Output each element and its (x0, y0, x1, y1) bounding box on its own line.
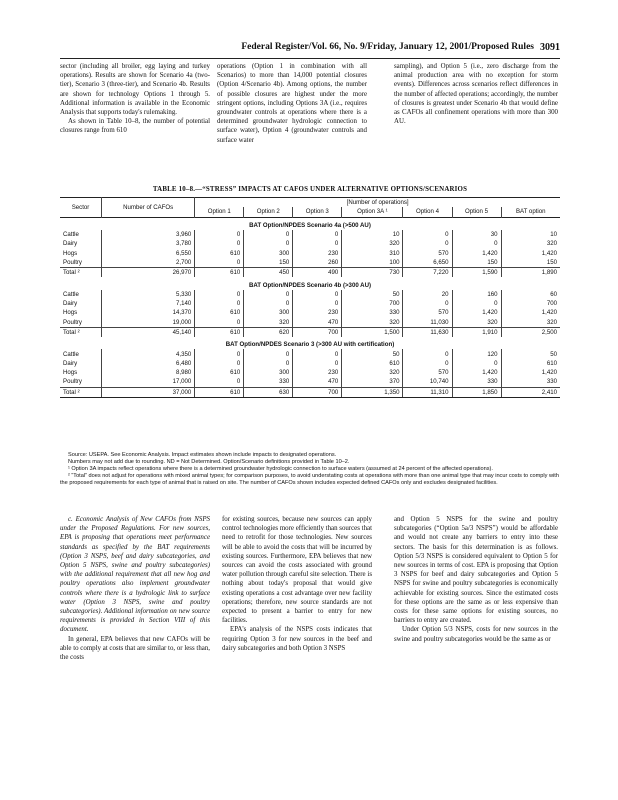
table-row (60, 318, 560, 328)
table-cell: 6,650 (403, 258, 452, 268)
table-cell: 1,420 (501, 308, 560, 317)
cell-cafos: 19,000 (102, 318, 195, 328)
table-cell: 330 (342, 308, 403, 317)
row-label: Poultry (63, 318, 82, 326)
table-cell: 0 (244, 349, 293, 358)
table-cell: 330 (452, 377, 501, 387)
table-cell: 230 (293, 308, 342, 317)
paragraph: and Option 5 NSPS for the swine and poultry subcategories (“Option 5a/3 NSPS”) would be affordable and would not create any barriers to entry into these sectors. The basis for this determination is as follows. Option 5/3 NSPS is considered equivalent to Option 5 for new sources in terms of cost. EPA is proposing that Option 3 NSPS for beef and dairy subcategories and Option 5 NSPS for swine and poultry subcategories is economically achievable for existing sources. Since the estimated costs for these options are the same as or less expensive than costs for these same options for existing sources, no barriers to entry are created. (394, 516, 558, 625)
cell-cafos: 6,480 (102, 359, 195, 368)
row-label: Cattle (63, 290, 79, 298)
paragraph: operations (Option 1 in combination with all Scenarios) to more than 14,000 potential closures (Option 4/Scenario 4b). Among options, the number of possible closures are highest under the more stringent options, including Options 3A (i.e., requires groundwater controls at operations where there is a determined groundwater hydrologic connection to surface water), Option 4 (groundwater controls and surface water (217, 63, 367, 144)
table-cell: 0 (403, 359, 452, 368)
table-cell: 0 (195, 349, 244, 358)
table-cell: 0 (195, 318, 244, 328)
table-cell: 0 (293, 230, 342, 239)
table-cell: 0 (244, 239, 293, 248)
table-cell: 320 (501, 318, 560, 328)
header-group: [Number of operations] (195, 198, 560, 208)
top-column-1 (60, 62, 210, 136)
table-cell: 0 (195, 258, 244, 268)
table-cell: 620 (244, 327, 293, 337)
table-cell: 320 (501, 239, 560, 248)
table-cell: 0 (452, 359, 501, 368)
table-cell: 20 (403, 290, 452, 299)
table-cell: 570 (403, 368, 452, 377)
table-cell: 370 (342, 377, 403, 387)
table-cell: 10,740 (403, 377, 452, 387)
table-cell: 11,310 (403, 387, 452, 397)
table-row (60, 299, 560, 308)
table-cell: 0 (452, 299, 501, 308)
page-number: 3091 (540, 42, 560, 53)
table-cell: 50 (342, 290, 403, 299)
row-label: Dairy (63, 300, 78, 308)
table-cell: 1,500 (342, 327, 403, 337)
cell-cafos: 5,330 (102, 290, 195, 299)
table-cell: 0 (244, 299, 293, 308)
table-cell: 0 (244, 290, 293, 299)
table-cell: 0 (244, 230, 293, 239)
table-cell: 0 (195, 290, 244, 299)
table-cell: 100 (342, 258, 403, 268)
table-cell: 320 (342, 239, 403, 248)
table-row (60, 377, 560, 387)
table-row (60, 248, 560, 257)
bottom-column-3 (394, 515, 558, 644)
table-row (60, 327, 560, 337)
table-cell: 570 (403, 308, 452, 317)
table-row (60, 258, 560, 268)
cell-cafos: 37,000 (102, 387, 195, 397)
table-cell: 610 (195, 327, 244, 337)
cell-cafos: 4,350 (102, 349, 195, 358)
header-option-4: Option 4 (403, 207, 452, 217)
table-cell: 230 (293, 368, 342, 377)
header-number: Number of CAFOs (102, 198, 195, 218)
row-label: Hogs (63, 249, 78, 257)
table-cell: 490 (293, 268, 342, 278)
table-cell: 0 (293, 359, 342, 368)
table-row (60, 359, 560, 368)
table-cell: 320 (452, 318, 501, 328)
table-cell: 610 (195, 368, 244, 377)
table-cell: 730 (342, 268, 403, 278)
cell-cafos: 8,980 (102, 368, 195, 377)
table-cell: 1,850 (452, 387, 501, 397)
table-cell: 11,630 (403, 327, 452, 337)
section-title: BAT Option/NPDES Scenario 3 (>300 AU with certification) (225, 341, 395, 349)
row-label: Total ² (60, 268, 102, 278)
paragraph: c. Economic Analysis of New CAFOs from NSPS under the Proposed Regulations. For new sources, EPA is proposing that operations meet performance standards as specified by the BAT requirements (Option 3 NSPS, beef and dairy subcategories, and Option 5 NSPS, swine and poultry subcategories) with the additional requirement that all new hog and poultry operations also implement groundwater controls where there is a hydrologic link to surface water (Option 3 NSPS, swine and poultry subcategories). Additional information on new source requirements is provided in Section VIII of this document. (60, 516, 210, 634)
row-label: Total ² (60, 387, 102, 397)
table-cell: 0 (293, 349, 342, 358)
table-cell: 1,350 (342, 387, 403, 397)
table-section-header (60, 337, 560, 349)
table-cell: 1,420 (452, 308, 501, 317)
table-cell: 1,910 (452, 327, 501, 337)
table-cell: 0 (195, 299, 244, 308)
table-row (60, 290, 560, 299)
table-section-header (60, 217, 560, 230)
table-cell: 0 (403, 239, 452, 248)
table-cell: 60 (501, 290, 560, 299)
row-label: Cattle (63, 350, 79, 358)
paragraph: sampling), and Option 5 (i.e., zero discharge from the animal production area with no exception for storm events). Differences across scenarios reflect differences in the number of affected operations; accordingly, the number of closures is greatest under Scenario 4b that would define as CAFOs all confinement operations with more than 300 AU. (394, 63, 558, 126)
table-cell: 610 (195, 268, 244, 278)
stress-impacts-table (60, 197, 560, 398)
table-row (60, 349, 560, 358)
table-cell: 570 (403, 248, 452, 257)
table-cell: 0 (195, 377, 244, 387)
table-cell: 320 (342, 318, 403, 328)
table-cell: 300 (244, 248, 293, 257)
row-label: Poultry (63, 258, 82, 266)
header-option-5: Option 5 (452, 207, 501, 217)
table-cell: 150 (244, 258, 293, 268)
cell-cafos: 3,960 (102, 230, 195, 239)
running-head: Federal Register/Vol. 66, No. 9/Friday, January 12, 2001/Proposed Rules (241, 42, 534, 52)
table-title: TABLE 10–8.—“STRESS” IMPACTS AT CAFOS UNDER ALTERNATIVE OPTIONS/SCENARIOS (152, 186, 468, 193)
cell-cafos: 6,550 (102, 248, 195, 257)
header-option-2: Option 2 (244, 207, 293, 217)
table-cell: 0 (293, 239, 342, 248)
row-label: Cattle (63, 231, 79, 239)
paragraph: Under Option 5/3 NSPS, costs for new sources in the swine and poultry subcategories would be the same as or (394, 626, 558, 643)
table-note: ¹ Option 3A impacts reflect operations where there is a determined groundwater hydrologic connection to surface waters (assumed at 24 percent of the affected operations). (68, 466, 493, 472)
table-cell: 450 (244, 268, 293, 278)
table-cell: 50 (342, 349, 403, 358)
table-cell: 610 (195, 248, 244, 257)
header-option-3a: Option 3A ¹ (342, 207, 403, 217)
table-cell: 1,420 (452, 368, 501, 377)
table-cell: 50 (501, 349, 560, 358)
table-note: ² “Total” does not adjust for operations with mixed animal types; for comparison purposes, to avoid understating costs at operations with more than one animal type that may incur costs to comply with the proposed requirements for each type of animal that is raised on site. The number of CAFOs shown includes expected defined CAFOs only and excludes designated facilities. (60, 473, 559, 486)
table-cell: 10 (342, 230, 403, 239)
table-row (60, 268, 560, 278)
table-cell: 0 (195, 230, 244, 239)
section-title: BAT Option/NPDES Scenario 4b (>300 AU) (248, 281, 372, 289)
table-note: Numbers may not add due to rounding. ND = Not Determined. Option/Scenario definitions provided in Table 10–2. (68, 459, 350, 465)
table-cell: 700 (293, 387, 342, 397)
cell-cafos: 17,000 (102, 377, 195, 387)
row-label: Hogs (63, 369, 78, 377)
table-cell: 610 (195, 308, 244, 317)
table-cell: 1,420 (501, 368, 560, 377)
table-cell: 0 (293, 299, 342, 308)
table-cell: 700 (342, 299, 403, 308)
row-label: Dairy (63, 240, 78, 248)
table-row (60, 368, 560, 377)
row-label: Dairy (63, 359, 78, 367)
row-label: Hogs (63, 309, 78, 317)
table-cell: 0 (244, 359, 293, 368)
page-header (60, 42, 560, 59)
table-cell: 610 (195, 387, 244, 397)
table-cell: 0 (293, 290, 342, 299)
table-cell: 260 (293, 258, 342, 268)
table-cell: 0 (195, 359, 244, 368)
table-cell: 120 (452, 349, 501, 358)
row-label: Total ² (60, 327, 102, 337)
table-section-header (60, 277, 560, 289)
table-cell: 0 (195, 239, 244, 248)
header-option-3: Option 3 (293, 207, 342, 217)
cell-cafos: 14,370 (102, 308, 195, 317)
table-cell: 11,030 (403, 318, 452, 328)
table-cell: 470 (293, 377, 342, 387)
top-column-3 (394, 62, 558, 126)
top-column-2 (217, 62, 367, 145)
paragraph: In general, EPA believes that new CAFOs will be able to comply at costs that are similar to, or less than, the costs (60, 635, 210, 662)
table-cell: 470 (293, 318, 342, 328)
cell-cafos: 7,140 (102, 299, 195, 308)
header-sector: Sector (71, 203, 90, 211)
table-cell: 0 (403, 349, 452, 358)
cell-cafos: 2,700 (102, 258, 195, 268)
table-cell: 1,590 (452, 268, 501, 278)
table-cell: 610 (501, 359, 560, 368)
table-cell: 330 (501, 377, 560, 387)
table-cell: 150 (501, 258, 560, 268)
paragraph: EPA's analysis of the NSPS costs indicates that requiring Option 3 for new sources in the beef and dairy subcategories and both Option 3 NSPS (222, 626, 372, 652)
table-cell: 320 (244, 318, 293, 328)
table-row (60, 239, 560, 248)
table-cell: 320 (342, 368, 403, 377)
cell-cafos: 26,970 (102, 268, 195, 278)
cell-cafos: 45,140 (102, 327, 195, 337)
table-cell: 300 (244, 308, 293, 317)
table-cell: 0 (452, 239, 501, 248)
table-notes (60, 452, 560, 487)
table-row (60, 230, 560, 239)
table-cell: 0 (403, 230, 452, 239)
table-cell: 700 (293, 327, 342, 337)
paragraph: sector (including all broiler, egg laying and turkey operations). Results are shown for Scenario 4a (two-tier), Scenario 3 (three-tier), and Scenario 4b. Results are shown for technology Options 1 through 5. Additional information is available in the Economic Analysis that supports today's rulemaking. (60, 63, 210, 117)
cell-cafos: 3,780 (102, 239, 195, 248)
table-cell: 1,420 (501, 248, 560, 257)
bottom-column-1 (60, 515, 210, 662)
paragraph: for existing sources, because new sources can apply control technologies more efficiently than sources that need to retrofit for those technologies. New sources will be able to avoid the costs that will be incurred by existing sources. Furthermore, EPA believes that new sources can avoid the costs associated with ground water pollution through careful site selection. There is nothing about today's proposal that would give existing operations a cost advantage over new facility operations; therefore, new source standards are not expected to present a barrier to entry for new facilities. (222, 516, 372, 625)
table-cell: 310 (342, 248, 403, 257)
header-option-1: Option 1 (195, 207, 244, 217)
table-note: Source: USEPA. See Economic Analysis. Impact estimates shown include impacts to designated operations. (68, 452, 337, 458)
table-cell: 300 (244, 368, 293, 377)
table-cell: 230 (293, 248, 342, 257)
header-bat-option: BAT option (501, 207, 560, 217)
table-cell: 700 (501, 299, 560, 308)
table-cell: 1,890 (501, 268, 560, 278)
paragraph: As shown in Table 10–8, the number of potential closures range from 610 (60, 118, 210, 135)
table-row (60, 308, 560, 317)
table-cell: 1,420 (452, 248, 501, 257)
table-cell: 10 (501, 230, 560, 239)
table-cell: 7,220 (403, 268, 452, 278)
table-cell: 30 (452, 230, 501, 239)
table-cell: 630 (244, 387, 293, 397)
table-cell: 2,410 (501, 387, 560, 397)
table-cell: 610 (342, 359, 403, 368)
table-cell: 330 (244, 377, 293, 387)
table-cell: 160 (452, 290, 501, 299)
table-cell: 2,500 (501, 327, 560, 337)
section-title: BAT Option/NPDES Scenario 4a (>500 AU) (249, 221, 371, 229)
table-cell: 0 (403, 299, 452, 308)
table-cell: 150 (452, 258, 501, 268)
row-label: Poultry (63, 378, 82, 386)
bottom-column-2 (222, 515, 372, 653)
table-row (60, 387, 560, 397)
